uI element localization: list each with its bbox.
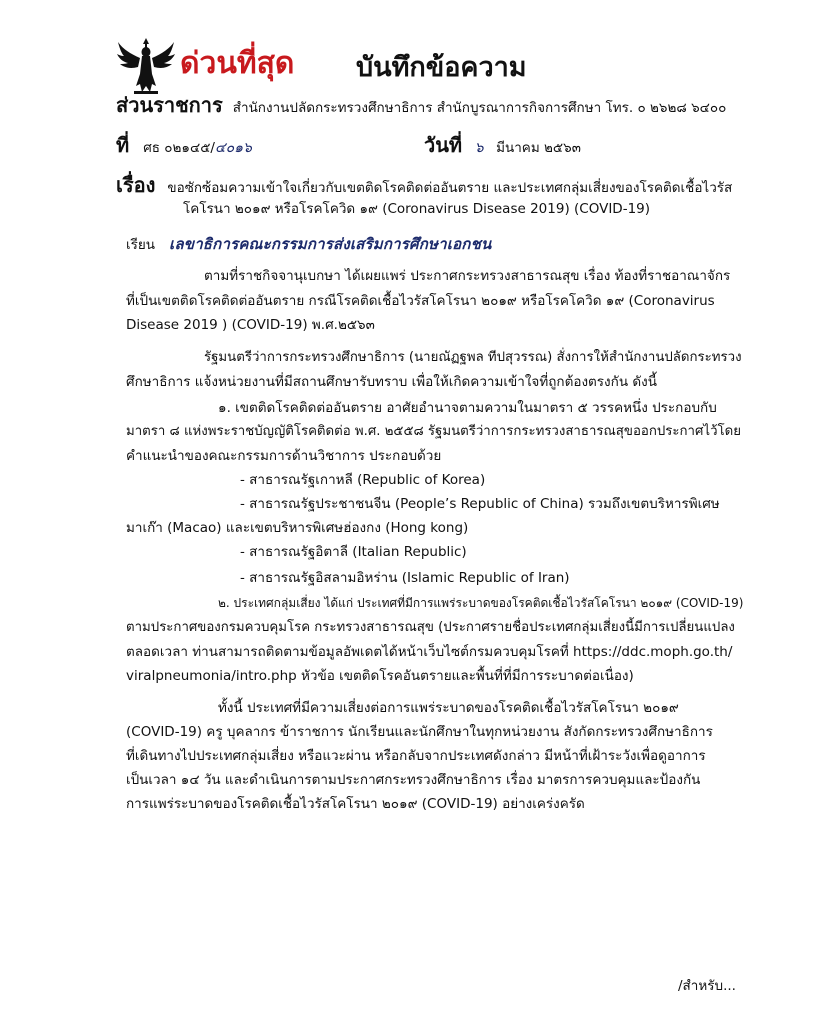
- body-paragraph-line: ๑. เขตติดโรคติดต่ออันตราย อาศัยอำนาจตามความในมาตรา ๕ วรรคหนึ่ง ประกอบกับ: [218, 400, 717, 416]
- body-paragraph-line: ตามที่ราชกิจจานุเบกษา ได้เผยแพร่ ประกาศกระทรวงสาธารณสุข เรื่อง ท้องที่ราชอาณาจักร: [204, 268, 731, 284]
- continuation-marker: /สำหรับ...: [678, 978, 736, 994]
- body-list-item: - สาธารณรัฐเกาหลี (Republic of Korea): [240, 472, 486, 488]
- body-paragraph-line: ที่เดินทางไปประเทศกลุ่มเสี่ยง หรือแวะผ่าน หรือกลับจากประเทศดังกล่าว มีหน้าที่เฝ้าระวังเพื่อดูอาการ: [126, 748, 706, 764]
- date-day-handwritten: ๖: [474, 140, 484, 156]
- body-paragraph-line: ตลอดเวลา ท่านสามารถติดตามข้อมูลอัพเดตได้หน้าเว็บไซต์กรมควบคุมโรคที่ https://ddc.moph.go.th/: [126, 644, 733, 660]
- agency-row: [116, 94, 726, 119]
- document-number-handwritten: ๔๐๑๖: [214, 140, 252, 156]
- subject-line-2: โคโรนา ๒๐๑๙ หรือโรคโควิด ๑๙ (Coronavirus Disease 2019) (COVID-19): [183, 201, 651, 217]
- body-paragraph-line: รัฐมนตรีว่าการกระทรวงศึกษาธิการ (นายณัฏฐพล ทีปสุวรรณ) สั่งการให้สำนักงานปลัดกระทรวง: [204, 350, 742, 365]
- agency-label: ส่วนราชการ: [116, 93, 223, 117]
- garuda-emblem-icon: [116, 34, 176, 96]
- document-title: บันทึกข้อความ: [356, 52, 527, 83]
- body-paragraph-line: viralpneumonia/intro.php หัวข้อ เขตติดโรคอันตรายและพื้นที่ที่มีการระบาดต่อเนื่อง): [126, 668, 634, 684]
- document-number-row: [116, 134, 252, 159]
- body-paragraph-line: ๒. ประเทศกลุ่มเสี่ยง ได้แก่ ประเทศที่มีการแพร่ระบาดของโรคติดเชื้อไวรัสโคโรนา ๒๐๑๙ (COVID-19): [218, 596, 744, 610]
- body-paragraph-line: ที่เป็นเขตติดโรคติดต่ออันตราย กรณีโรคติดเชื้อไวรัสโคโรนา ๒๐๑๙ หรือโรคโควิด ๑๙ (Coronavirus: [126, 293, 715, 309]
- document-number-label: ที่: [116, 133, 130, 157]
- date-label: วันที่: [424, 133, 463, 157]
- urgency-stamp: ด่วนที่สุด: [180, 46, 295, 81]
- body-paragraph-line: เป็นเวลา ๑๔ วัน และดำเนินการตามประกาศกระทรวงศึกษาธิการ เรื่อง มาตรการควบคุมและป้องกัน: [126, 772, 701, 788]
- subject-line-1: ขอซักซ้อมความเข้าใจเกี่ยวกับเขตติดโรคติดต่ออันตราย และประเทศกลุ่มเสี่ยงของโรคติดเชื้อไวรัส: [167, 180, 733, 196]
- body-list-item: - สาธารณรัฐอิสลามอิหร่าน (Islamic Republic of Iran): [240, 570, 570, 586]
- subject-label: เรื่อง: [116, 173, 156, 197]
- body-paragraph-line: ตามประกาศของกรมควบคุมโรค กระทรวงสาธารณสุข (ประกาศรายชื่อประเทศกลุ่มเสี่ยงนี้มีการเปลี่ยนแปลง: [126, 620, 735, 635]
- body-paragraph-line: มาเก๊า (Macao) และเขตบริหารพิเศษฮ่องกง (Hong kong): [126, 520, 469, 536]
- addressee-label: เรียน: [126, 237, 156, 253]
- document-number-prefix: ศธ ๐๒๑๔๕/: [143, 140, 215, 156]
- body-paragraph-line: มาตรา ๘ แห่งพระราชบัญญัติโรคติดต่อ พ.ศ. ๒๕๕๘ รัฐมนตรีว่าการกระทรวงสาธารณสุขออกประกาศไว้โดย: [126, 424, 741, 439]
- date-row: [424, 134, 581, 159]
- body-paragraph-line: ทั้งนี้ ประเทศที่มีความเสี่ยงต่อการแพร่ระบาดของโรคติดเชื้อไวรัสโคโรนา ๒๐๑๙: [218, 700, 679, 716]
- body-paragraph-line: คำแนะนำของคณะกรรมการด้านวิชาการ ประกอบด้วย: [126, 448, 442, 464]
- body-paragraph-line: (COVID-19) ครู บุคลากร ข้าราชการ นักเรียนและนักศึกษาในทุกหน่วยงาน สังกัดกระทรวงศึกษาธิการ: [126, 724, 713, 740]
- body-list-item: - สาธารณรัฐประชาชนจีน (People’s Republic of China) รวมถึงเขตบริหารพิเศษ: [240, 496, 720, 512]
- date-month-year: มีนาคม ๒๕๖๓: [496, 140, 581, 156]
- body-paragraph-line: ศึกษาธิการ แจ้งหน่วยงานที่มีสถานศึกษารับทราบ เพื่อให้เกิดความเข้าใจที่ถูกต้องตรงกัน ดังนี้: [126, 374, 657, 390]
- subject-row: [116, 174, 732, 199]
- addressee-row: [126, 233, 491, 256]
- agency-value: สำนักงานปลัดกระทรวงศึกษาธิการ สำนักบูรณาการกิจการศึกษา โทร. ๐ ๒๖๒๘ ๖๔๐๐: [232, 100, 727, 116]
- addressee-handwritten: เลขาธิการคณะกรรมการส่งเสริมการศึกษาเอกชน: [169, 235, 492, 253]
- body-list-item: - สาธารณรัฐอิตาลี (Italian Republic): [240, 544, 467, 560]
- body-paragraph-line: Disease 2019 ) (COVID-19) พ.ศ.๒๕๖๓: [126, 317, 375, 333]
- body-paragraph-line: การแพร่ระบาดของโรคติดเชื้อไวรัสโคโรนา ๒๐๑๙ (COVID-19) อย่างเคร่งครัด: [126, 796, 585, 812]
